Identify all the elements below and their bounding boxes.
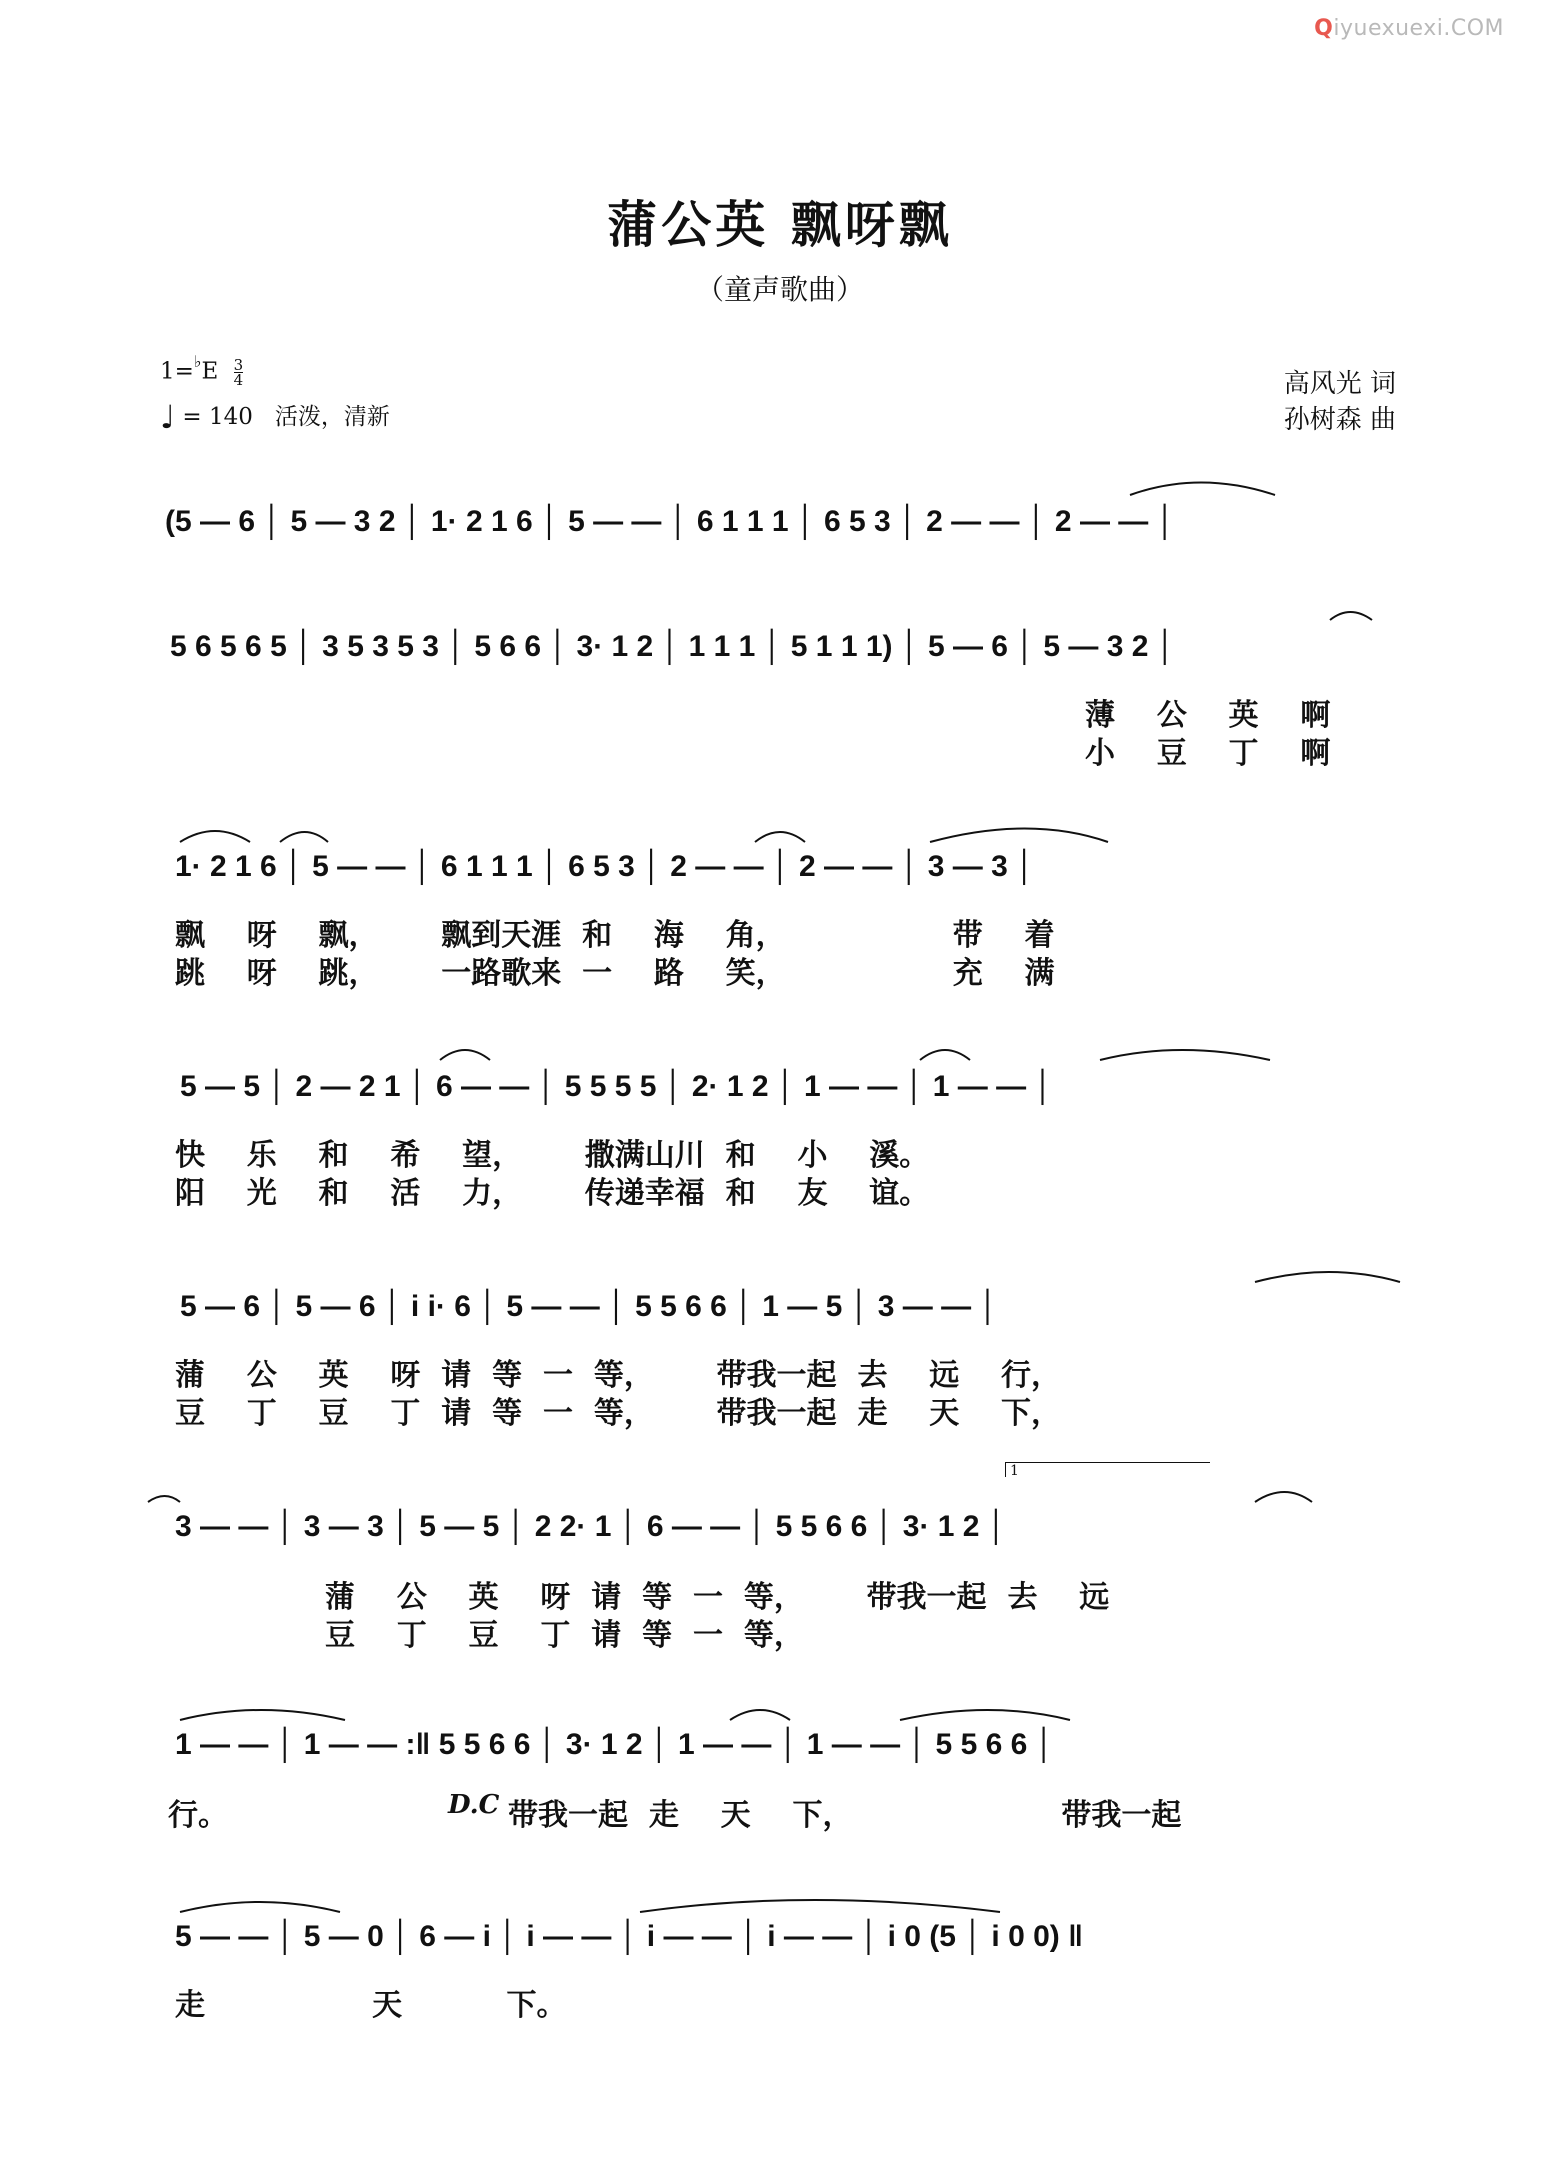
tie-line-8a [180,1902,340,1912]
watermark-logo-q: Q [1314,16,1334,41]
slur-line-7b [730,1710,790,1720]
tie-line-6a [148,1496,180,1502]
lyrics-line-7-verse-1: 带我一起 走 天 下， 带我一起 [508,1798,1182,1833]
lyricist: 高风光 词 [1283,369,1396,399]
staff-line-2: 5 6 5 6 5 │ 3 5 3 5 3 │ 5 6 6 │ 3· 1 2 │ 1 1 1 │ 5 1 1 1) │ 5 — 6 │ 5 — 3 2 │ [170,630,1176,663]
slur-line-3a [180,831,250,842]
slur-line-3b [280,832,328,842]
lyrics-line-5-verse-1: 蒲 公 英 呀 请 等 一 等， 带我一起 去 远 行， [175,1358,1061,1393]
lyrics-line-6-verse-2: 豆 丁 豆 丁 请 等 一 等， [325,1618,804,1653]
first-ending-bracket: 1 [1005,1462,1210,1477]
lyrics-line-4-verse-1: 快 乐 和 希 望， 撒满山川 和 小 溪。 [175,1138,930,1173]
staff-line-8: 5 — — │ 5 — 0 │ 6 — i │ i — — │ i — — │ i — — │ i 0 (5 │ i 0 0) ‖ [175,1920,1084,1953]
tie-line-5 [1255,1272,1400,1282]
slur-line-6b [1255,1492,1312,1502]
lyrics-line-2-verse-1: 薄 公 英 啊 [1085,698,1331,733]
slur-line-3c [755,832,805,842]
flat-sign: ♭ [193,351,202,371]
tie-line-8b [640,1900,1000,1912]
staff-line-3: 1· 2 1 6 │ 5 — — │ 6 1 1 1 │ 6 5 3 │ 2 — — │ 2 — — │ 3 — 3 │ [175,850,1035,883]
staff-line-6: 3 — — │ 3 — 3 │ 5 — 5 │ 2 2· 1 │ 6 — — │ 5 5 6 6 │ 3· 1 2 │ [175,1510,1007,1543]
tie-line-7a [180,1710,345,1720]
watermark-text: iyuexuexi.COM [1333,16,1504,41]
staff-line-5: 5 — 6 │ 5 — 6 │ i i· 6 │ 5 — — │ 5 5 6 6 │ 1 — 5 │ 3 — — │ [180,1290,999,1323]
da-capo-mark: D.C [448,1790,500,1820]
song-title: 蒲公英 飘呀飘 [607,195,953,254]
lyrics-line-3-verse-2: 跳 呀 跳， 一路歌来 一 路 笑， 充 满 [175,956,1055,991]
song-subtitle: （童声歌曲） [695,273,864,306]
tie-line-3d [930,829,1108,843]
lyrics-line-8: 走 天 下。 [175,1988,567,2023]
quarter-note-icon: ♩ [160,398,176,436]
time-bottom: 4 [233,371,244,389]
slur-line-2 [1330,612,1372,620]
lyrics-line-3-verse-1: 飘 呀 飘， 飘到天涯 和 海 角， 带 着 [175,918,1055,953]
tie-line-4c [1100,1050,1270,1060]
staff-line-4: 5 — 5 │ 2 — 2 1 │ 6 — — │ 5 5 5 5 │ 2· 1 2 │ 1 — — │ 1 — — │ [180,1070,1054,1103]
lyrics-line-4-verse-2: 阳 光 和 活 力， 传递幸福 和 友 谊。 [175,1176,930,1211]
slur-line-4a [440,1050,490,1060]
lyrics-line-6-verse-1: 蒲 公 英 呀 请 等 一 等， 带我一起 去 远 [325,1580,1110,1615]
lyrics-line-7-end: 行。 [168,1798,228,1833]
staff-line-1: (5 — 6 │ 5 — 3 2 │ 1· 2 1 6 │ 5 — — │ 6 1 1 1 │ 6 5 3 │ 2 — — │ 2 — — │ [165,505,1176,538]
time-top: 3 [233,356,244,374]
tempo-value: = 140 [182,404,253,430]
key-prefix: 1= [160,358,194,385]
slur-line-4b [920,1050,970,1060]
staff-line-7: 1 — — │ 1 — — :‖ 5 5 6 6 │ 3· 1 2 │ 1 — — │ 1 — — │ 5 5 6 6 │ [175,1728,1055,1761]
lyrics-line-5-verse-2: 豆 丁 豆 丁 请 等 一 等， 带我一起 走 天 下， [175,1396,1061,1431]
key-letter: E [201,358,219,385]
tie-line-1 [1130,483,1275,496]
composer: 孙树森 曲 [1283,405,1396,435]
lyrics-line-2-verse-2: 小 豆 丁 啊 [1085,736,1331,771]
tempo-expression: 活泼，清新 [274,404,390,430]
tie-line-7c [900,1710,1070,1720]
